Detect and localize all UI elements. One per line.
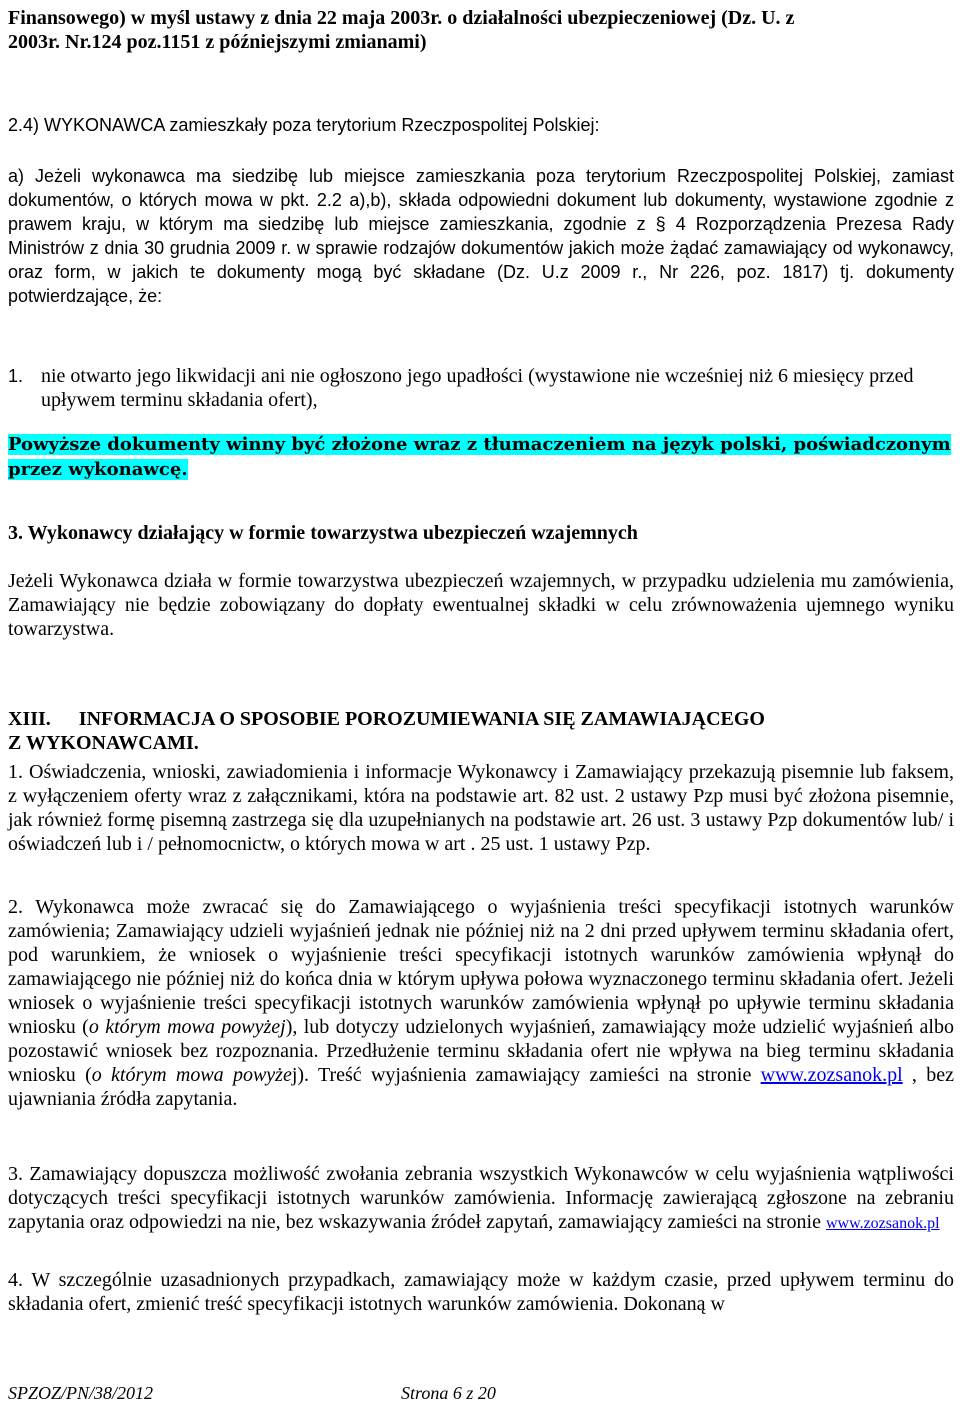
section-xiii-title: INFORMACJA O SPOSOBIE POROZUMIEWANIA SIĘ ZAMAWIAJĄCEGO <box>78 708 765 730</box>
highlighted-notice <box>8 432 954 482</box>
document-reference: SPZOZ/PN/38/2012 <box>8 1383 154 1403</box>
highlighted-notice-text: Powyższe dokumenty winny być złożone wraz z tłumaczeniem na język polski, poświadczonym przez wykonawcę. <box>8 434 951 480</box>
section-3-paragraph: Jeżeli Wykonawca działa w formie towarzystwa ubezpieczeń wzajemnych, w przypadku udzielenia mu zamówienia, Zamawiający nie będzie zobowiązany do dopłaty ewentualnej składki w celu zrównoważenia ujemnego wyniku towarzystwa. <box>8 570 954 640</box>
page-number: Strona 6 z 20 <box>401 1383 496 1403</box>
list-item-number: 1. <box>8 366 24 386</box>
list-item-text: nie otwarto jego likwidacji ani nie ogłoszono jego upadłości (wystawione nie wcześniej niż 6 miesięcy przed upływem terminu składania ofert), <box>41 365 914 411</box>
header-line-2: 2003r. Nr.124 poz.1151 z późniejszymi zmianami) <box>8 31 427 53</box>
section-xiii-paragraph-1: 1. Oświadczenia, wnioski, zawiadomienia i informacje Wykonawcy i Zamawiający przekazują pisemnie lub faksem, z wyłączeniem oferty wraz z załącznikami, która na podstawie art. 82 ust. 2 ustawy Pzp musi być złożona pisemnie, jak również formę pisemną zastrzega się dla uzupełnianych na podstawie art. 26 ust. 3 ustawy Pzp dokumentów lub/ i oświadczeń lub i / pełnomocnictw, o których mowa w art . 25 ust. 1 ustawy Pzp. <box>8 761 954 855</box>
section-xiii-paragraph-3: 3. Zamawiający dopuszcza możliwość zwołania zebrania wszystkich Wykonawców w celu wyjaśnienia wątpliwości dotyczących treści specyfikacji istotnych warunków zamówienia. Informację zawierającą zgłoszone na zebraniu zapytania oraz odpowiedzi na nie, bez wskazywania źródeł zapytań, zamawiający zamieści na stronie www.zozsanok.pl <box>8 1163 954 1233</box>
website-link[interactable]: www.zozsanok.pl <box>760 1064 903 1086</box>
italic-reference-1: o którym mowa powyżej <box>88 1016 286 1038</box>
italic-reference-2: o którym mowa powyże <box>91 1064 292 1086</box>
section-2-4-title: 2.4) WYKONAWCA zamieszkały poza terytorium Rzeczpospolitej Polskiej: <box>8 115 600 135</box>
page-footer <box>8 1381 496 1405</box>
section-3-title: 3. Wykonawcy działający w formie towarzystwa ubezpieczeń wzajemnych <box>8 522 638 544</box>
section-xiii-heading <box>8 707 954 755</box>
section-xiii-paragraph-4: 4. W szczególnie uzasadnionych przypadkach, zamawiający może w każdym czasie, przed upływem terminu do składania ofert, zmienić treść specyfikacji istotnych warunków zamówienia. Dokonaną w <box>8 1269 954 1315</box>
section-xiii-title-line-2: Z WYKONAWCAMI. <box>8 732 199 754</box>
section-2-4-paragraph-a: a) Jeżeli wykonawca ma siedzibę lub miejsce zamieszkania poza terytorium Rzeczpospolitej Polskiej, zamiast dokumentów, o których mowa w pkt. 2.2 a),b), składa odpowiedni dokument lub dokumenty, wystawione zgodnie z prawem kraju, w którym ma siedzibę lub miejsce zamieszkania, zgodnie z § 4 Rozporządzenia Prezesa Rady Ministrów z dnia 30 grudnia 2009 r. w sprawie rodzajów dokumentów jakich może żądać zamawiający od wykonawcy, oraz form, w jakich te dokumenty mogą być składane (Dz. U.z 2009 r., Nr 226, poz. 1817) tj. dokumenty potwierdzające, że: <box>8 166 954 306</box>
section-xiii-number: XIII. <box>8 708 51 730</box>
header-line-1: Finansowego) w myśl ustawy z dnia 22 maja 2003r. o działalności ubezpieczeniowej (Dz. U. z <box>8 7 795 29</box>
section-xiii-paragraph-2: 2. Wykonawca może zwracać się do Zamawiającego o wyjaśnienia treści specyfikacji istotnych warunków zamówienia; Zamawiający udzieli wyjaśnień jednak nie później niż na 2 dni przed upływem terminu składania ofert, pod warunkiem, że wniosek o wyjaśnienie treści specyfikacji istotnych warunków zamówienia wpłynął do zamawiającego nie później niż do końca dnia w którym upływa połowa wyznaczonego terminu składania ofert. Jeżeli wniosek o wyjaśnienie treści specyfikacji istotnych warunków zamówienia wpłynął po upływie terminu składania wniosku (o którym mowa powyżej), lub dotyczy udzielonych wyjaśnień, zamawiający może udzielić wyjaśnień albo pozostawić wniosek bez rozpoznania. Przedłużenie terminu składania ofert nie wpływa na bieg terminu składania wniosku (o którym mowa powyżej). Treść wyjaśnienia zamawiający zamieści na stronie www.zozsanok.pl , bez ujawniania źródła zapytania. <box>8 896 954 1110</box>
header-text <box>8 6 954 54</box>
website-link-2[interactable]: www.zozsanok.pl <box>825 1215 940 1232</box>
